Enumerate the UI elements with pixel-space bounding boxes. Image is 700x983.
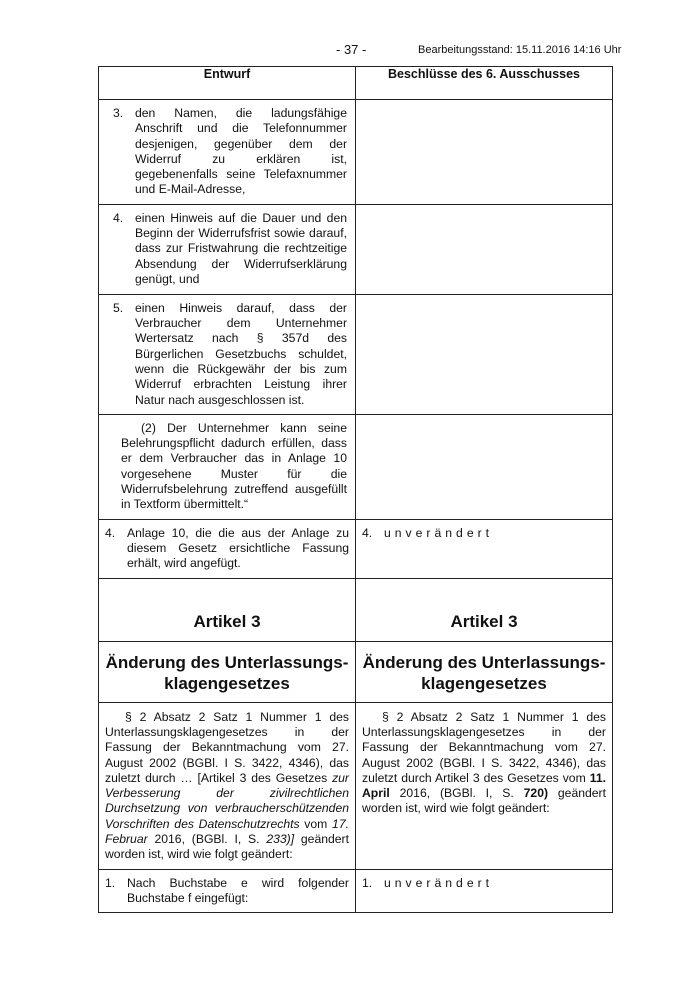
draft-cell — [99, 294, 356, 414]
item-text: Nach Buchstabe e wird folgender Buchstabe f eingefügt: — [127, 875, 349, 905]
table-row — [99, 869, 613, 913]
synopsis-table — [98, 66, 613, 913]
column-header-resolutions: Beschlüsse des 6. Ausschusses — [356, 67, 613, 100]
page-number: - 37 - — [336, 42, 367, 57]
table-row — [99, 414, 613, 519]
table-row — [99, 519, 613, 578]
draft-cell — [99, 414, 356, 519]
resolution-cell — [356, 204, 613, 294]
item-text: Anlage 10, die die aus der Anlage zu diesem Gesetz ersichtliche Fassung erhält, wird angefügt. — [127, 525, 349, 571]
amendment-text-right: § 2 Absatz 2 Satz 1 Nummer 1 des Unterlassungsklagengesetzes in der Fassung der Bekanntmachung vom 27. August 2002 (BGBl. I S. 3422, 4346), das zuletzt durch Artikel 3 des Gesetzes vom 11. April 2016, (BGBl. I, S. 720) geändert worden ist, wird wie folgt geändert: — [362, 709, 606, 816]
item-number: 4. — [362, 525, 373, 540]
unchanged-label: unverändert — [384, 875, 494, 890]
page-header — [0, 42, 700, 62]
list-item — [99, 520, 355, 578]
amendment-text-left: § 2 Absatz 2 Satz 1 Nummer 1 des Unterlassungsklagengesetzes in der Fassung der Bekanntmachung vom 27. August 2002 (BGBl. I S. 3422, 4346), das zuletzt durch … [Artikel 3 des Gesetzes zur Verbesserung der zivilrechtlichen Durchsetzung von verbraucherschützenden Vorschriften des Datenschutzrechts vom 17. Februar 2016, (BGBl. I, S. 233)] geändert worden ist, wird wie folgt geändert: — [105, 709, 349, 862]
item-number: 3. — [113, 106, 124, 120]
draft-cell — [99, 204, 356, 294]
draft-cell — [99, 100, 356, 205]
processing-status: Bearbeitungsstand: 15.11.2016 14:16 Uhr — [418, 44, 622, 56]
item-number: 5. — [113, 300, 124, 315]
list-item — [99, 295, 355, 414]
resolution-cell — [356, 869, 613, 913]
article-title-row — [99, 578, 613, 641]
draft-cell — [99, 519, 356, 578]
resolution-cell — [356, 414, 613, 519]
item-text: einen Hinweis darauf, dass der Verbraucher dem Unternehmer Wertersatz nach § 357d des Bürgerlichen Gesetzbuchs schuldet, wenn die Rückgewähr der bis zum Widerruf erbrachten Leistung ihrer Natur nach ausgeschlossen ist. — [135, 300, 347, 407]
list-item — [356, 870, 612, 897]
list-item — [356, 520, 612, 547]
draft-cell — [99, 869, 356, 913]
item-text: den Namen, die ladungsfähige Anschrift und die Telefonnummer desjenigen, gegenüber dem der Widerruf zu erklären ist, gegebenenfalls seine Telefaxnummer und E-Mail-Adresse, — [135, 106, 347, 197]
table-row — [99, 204, 613, 294]
resolution-cell — [356, 100, 613, 205]
item-text: einen Hinweis auf die Dauer und den Beginn der Widerrufsfrist sowie darauf, dass zur Fristwahrung die rechtzeitige Absendung der Widerrufserklärung genügt, und — [135, 210, 347, 286]
article-heading-left: Änderung des Unterlassungs-klagengesetzes — [99, 641, 356, 702]
article-heading-row — [99, 641, 613, 702]
article-title-right: Artikel 3 — [356, 578, 613, 641]
item-number: 1. — [362, 875, 373, 890]
column-header-draft: Entwurf — [99, 67, 356, 100]
item-number: 1. — [105, 875, 116, 890]
table-row — [99, 294, 613, 414]
item-number: 4. — [113, 210, 124, 225]
table-row — [99, 100, 613, 205]
resolution-cell — [356, 294, 613, 414]
list-item — [99, 100, 355, 204]
article-title-left: Artikel 3 — [99, 578, 356, 641]
list-item — [99, 870, 355, 913]
list-item — [99, 205, 355, 293]
resolution-cell — [356, 519, 613, 578]
item-number: 4. — [105, 525, 116, 540]
table-row — [99, 702, 613, 869]
unchanged-label: unverändert — [384, 525, 494, 540]
resolution-cell — [356, 702, 613, 869]
article-heading-right: Änderung des Unterlassungs-klagengesetzes — [356, 641, 613, 702]
paragraph-2: (2) Der Unternehmer kann seine Belehrungspflicht dadurch erfüllen, dass er dem Verbraucher das in Anlage 10 vorgesehene Muster für die Widerrufsbelehrung zutreffend ausgefüllt in Textform übermittelt.“ — [121, 420, 347, 512]
table-header-row — [99, 67, 613, 100]
draft-cell — [99, 702, 356, 869]
